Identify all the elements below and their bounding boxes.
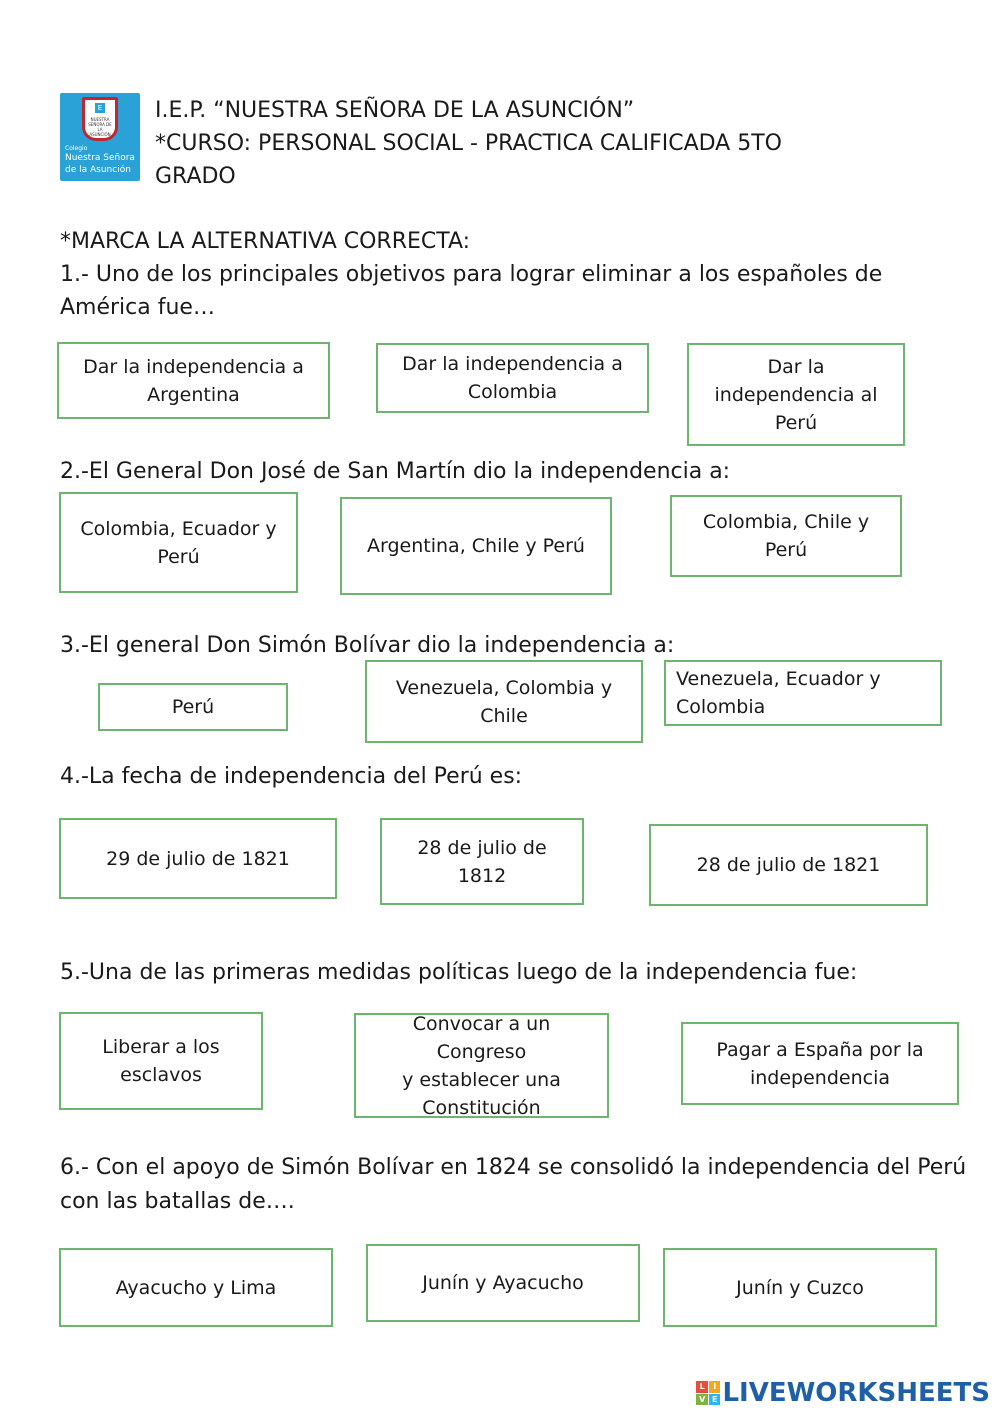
logo-text-line3: de la Asunción	[65, 165, 131, 175]
option-text: Venezuela, Colombia y	[395, 676, 613, 699]
option-text: Chile	[480, 704, 528, 727]
option-text: 28 de julio de 1821	[696, 854, 881, 876]
option-text: Colombia, Chile y Perú	[702, 511, 870, 561]
school-logo	[60, 93, 140, 181]
question-2-line1: 2.-El General Don José de San Martín dio la independencia a:	[60, 459, 731, 484]
option-text: Venezuela, Ecuador y	[676, 668, 881, 690]
question-6-option-b[interactable]	[366, 1244, 640, 1322]
question-1-option-b[interactable]	[376, 343, 649, 413]
option-text: Colombia	[676, 696, 766, 718]
question-5-option-b[interactable]	[354, 1013, 609, 1118]
question-1-option-a[interactable]	[57, 342, 330, 419]
option-text: Colombia	[467, 381, 558, 403]
option-text: Ayacucho y Lima	[115, 1276, 277, 1299]
option-text: independencia	[749, 1066, 891, 1089]
question-6-option-a[interactable]	[59, 1248, 333, 1327]
option-text: Junín y Ayacucho	[422, 1272, 584, 1294]
option-text: 28 de julio de	[417, 836, 547, 859]
question-1-line2: América fue…	[60, 295, 215, 320]
question-2-option-a[interactable]	[59, 492, 298, 593]
option-text: 1812	[457, 864, 507, 887]
question-1-option-c[interactable]	[687, 343, 905, 446]
school-crest-icon	[82, 97, 118, 141]
question-4-option-b[interactable]	[380, 818, 584, 905]
logo-letter: V	[696, 1394, 708, 1406]
question-4-option-a[interactable]	[59, 818, 337, 899]
question-5-line1: 5.-Una de las primeras medidas políticas luego de la independencia fue:	[60, 960, 858, 985]
question-3-option-c[interactable]	[664, 660, 942, 726]
question-2-option-b[interactable]	[340, 497, 612, 595]
question-5-option-c[interactable]	[681, 1022, 959, 1105]
question-5-option-a[interactable]	[59, 1012, 263, 1110]
liveworksheets-brand	[696, 1378, 990, 1408]
logo-letter: E	[709, 1394, 721, 1406]
question-4-line1: 4.-La fecha de independencia del Perú es:	[60, 764, 523, 789]
question-6-option-c[interactable]	[663, 1248, 937, 1327]
header-course: *CURSO: PERSONAL SOCIAL - PRACTICA CALIFICADA 5TO	[155, 131, 782, 156]
logo-text-line1: Colegio	[65, 145, 88, 152]
option-text: y establecer una	[402, 1068, 561, 1091]
question-3-line1: 3.-El general Don Simón Bolívar dio la independencia a:	[60, 633, 675, 658]
option-text: independencia al	[714, 383, 878, 406]
option-text: Pagar a España por la	[716, 1038, 924, 1061]
option-text: Argentina	[147, 383, 240, 406]
header-school-name: I.E.P. “NUESTRA SEÑORA DE LA ASUNCIÓN”	[155, 98, 635, 123]
question-6-line2: con las batallas de….	[60, 1189, 295, 1214]
question-3-option-b[interactable]	[365, 660, 643, 743]
question-2-option-c[interactable]	[670, 495, 902, 577]
option-text: Dar la	[767, 355, 825, 378]
crest-letter: E	[95, 103, 105, 113]
option-text: Perú	[157, 545, 200, 568]
option-text: Perú	[774, 411, 818, 434]
option-text: Junín y Cuzco	[736, 1276, 864, 1299]
liveworksheets-logo-icon	[696, 1381, 720, 1405]
header-grade: GRADO	[155, 164, 236, 189]
logo-text-line2: Nuestra Señora	[65, 153, 135, 163]
option-text: Perú	[171, 696, 215, 718]
logo-letter: L	[696, 1381, 708, 1393]
option-text: Dar la independencia a	[83, 355, 304, 378]
option-text: Convocar a un Congreso	[412, 1012, 551, 1063]
question-1-line1: 1.- Uno de los principales objetivos para lograr eliminar a los españoles de	[60, 262, 883, 287]
option-text: Liberar a los	[102, 1036, 220, 1058]
question-3-option-a[interactable]	[98, 683, 288, 731]
instruction: *MARCA LA ALTERNATIVA CORRECTA:	[60, 229, 471, 254]
crest-text: NUESTRA SEÑORA DE LA ASUNCIÓN	[88, 117, 112, 137]
option-text: esclavos	[120, 1064, 202, 1086]
option-text: Dar la independencia a	[402, 353, 623, 375]
option-text: Argentina, Chile y Perú	[367, 535, 585, 557]
logo-letter: I	[709, 1381, 721, 1393]
question-6-line1: 6.- Con el apoyo de Simón Bolívar en 1824 se consolidó la independencia del Perú	[60, 1155, 967, 1180]
question-4-option-c[interactable]	[649, 824, 928, 906]
option-text: Colombia, Ecuador y	[80, 517, 277, 540]
brand-text: LIVEWORKSHEETS	[722, 1378, 990, 1408]
option-text: 29 de julio de 1821	[106, 847, 290, 870]
option-text: Constitución	[422, 1096, 541, 1119]
